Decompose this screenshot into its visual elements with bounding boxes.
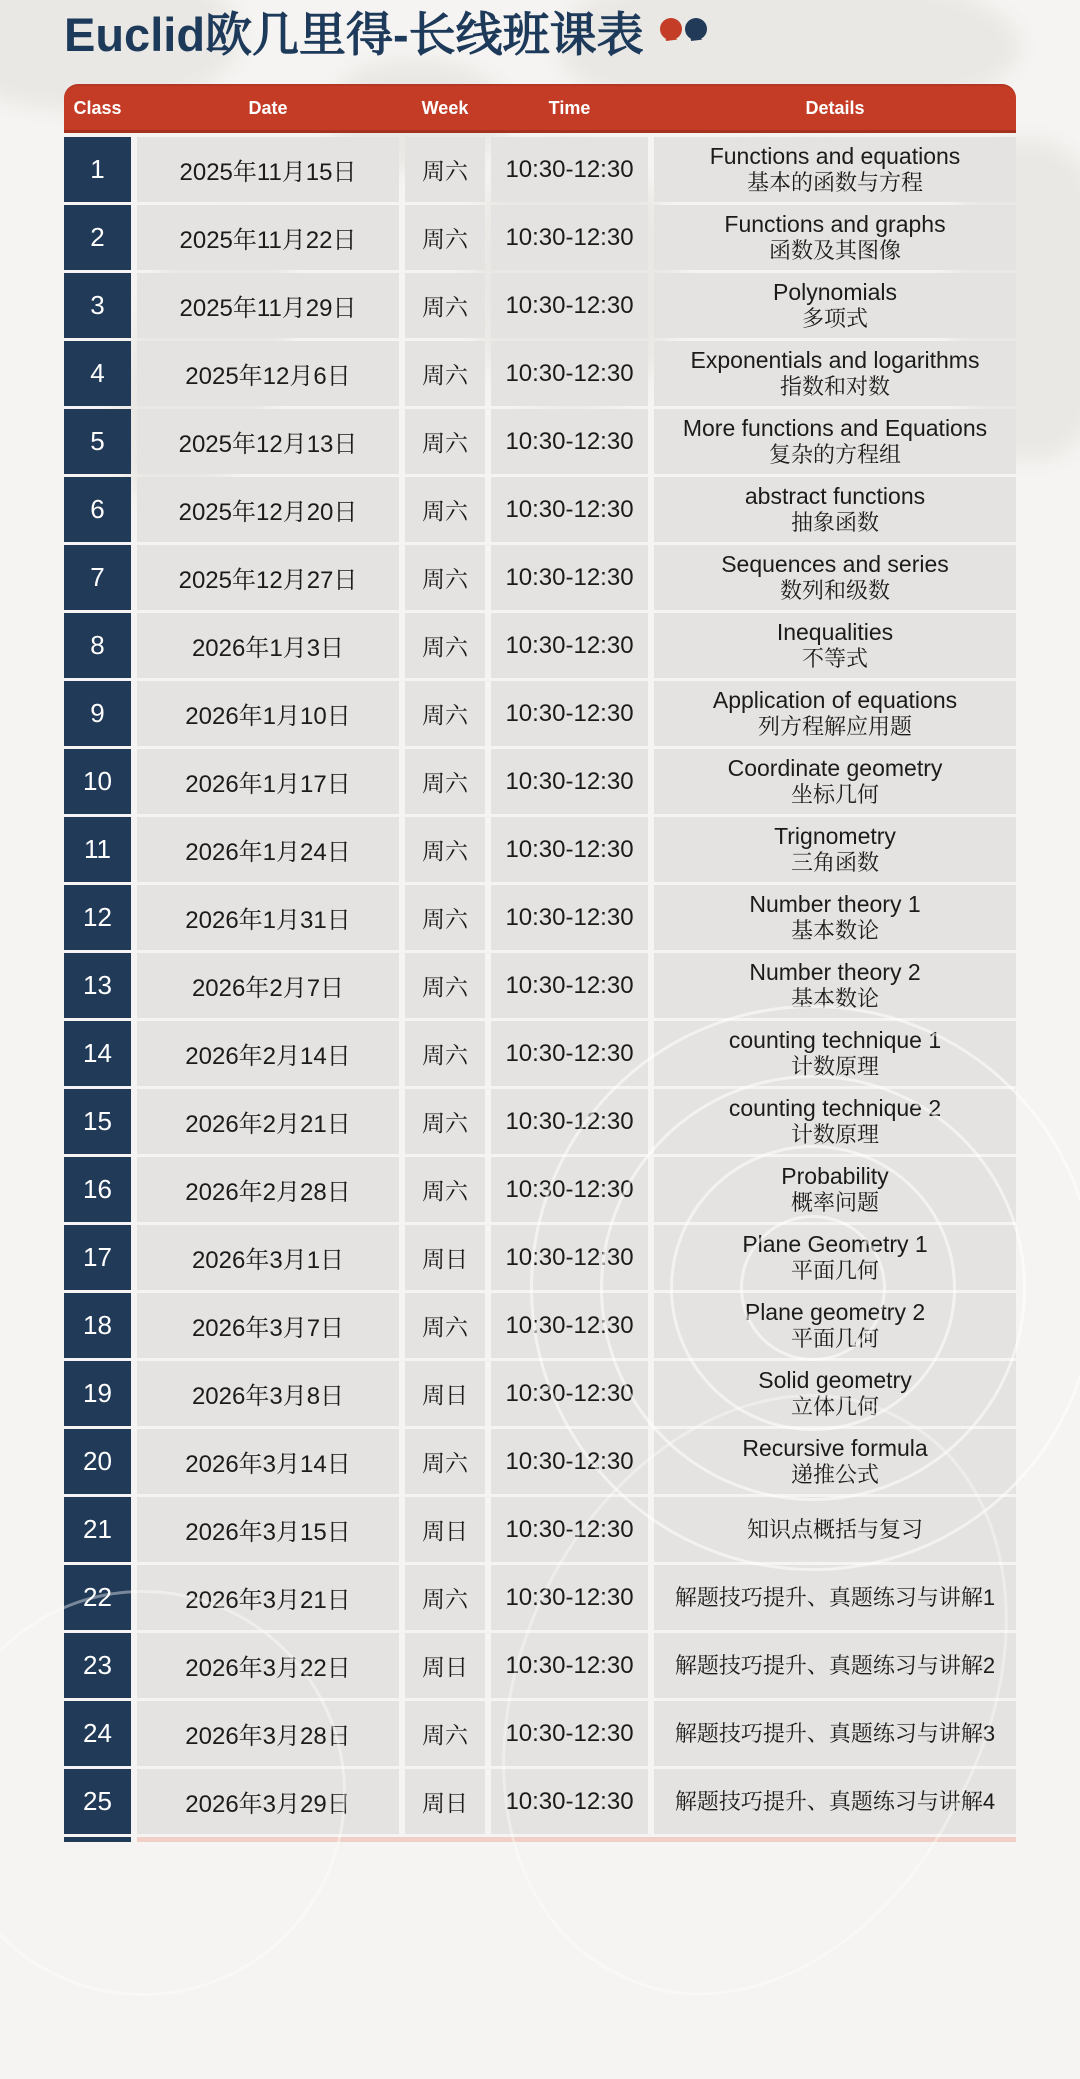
- week-cell: 周日: [405, 1769, 485, 1834]
- table-row: [64, 681, 1016, 746]
- header-details: Details: [805, 98, 865, 118]
- details-chinese: 不等式: [801, 646, 868, 672]
- class-number-cell: 24: [64, 1701, 131, 1766]
- time-cell: 10:30-12:30: [491, 273, 648, 338]
- date-cell: 2026年2月28日: [137, 1157, 399, 1222]
- details-english: abstract functions: [744, 482, 926, 509]
- class-number-cell: 17: [64, 1225, 131, 1290]
- details-chinese: 基本数论: [790, 918, 879, 944]
- header-week: Week: [421, 98, 469, 118]
- table-footer-sliver: [64, 1837, 1016, 1842]
- time-cell: 10:30-12:30: [491, 1225, 648, 1290]
- details-english: Inequalities: [776, 618, 894, 645]
- details-cell: [654, 545, 1016, 610]
- details-english: Plane Geometry 1: [742, 1230, 928, 1257]
- week-cell: 周六: [405, 137, 485, 202]
- class-number-cell: 19: [64, 1361, 131, 1426]
- date-cell: 2026年3月15日: [137, 1497, 399, 1562]
- time-cell: 10:30-12:30: [491, 885, 648, 950]
- time-cell: 10:30-12:30: [491, 1429, 648, 1494]
- class-number-cell: 22: [64, 1565, 131, 1630]
- time-cell: 10:30-12:30: [491, 477, 648, 542]
- details-cell: [654, 1225, 1016, 1290]
- details-chinese: 递推公式: [790, 1462, 879, 1488]
- week-cell: 周六: [405, 341, 485, 406]
- time-cell: 10:30-12:30: [491, 817, 648, 882]
- week-cell: 周六: [405, 885, 485, 950]
- details-cell: [654, 477, 1016, 542]
- details-cell: [654, 1633, 1016, 1698]
- class-number-cell: 2: [64, 205, 131, 270]
- week-cell: 周六: [405, 1157, 485, 1222]
- class-number-cell: 25: [64, 1769, 131, 1834]
- table-row: [64, 885, 1016, 950]
- week-cell: 周六: [405, 205, 485, 270]
- details-chinese: 基本数论: [790, 986, 879, 1012]
- details-english: Trignometry: [774, 822, 896, 849]
- table-row: [64, 205, 1016, 270]
- week-cell: 周六: [405, 953, 485, 1018]
- header: [64, 8, 707, 62]
- footer-sliver-class-cell: [64, 1837, 131, 1842]
- details-cell: [654, 205, 1016, 270]
- details-english: Functions and equations: [709, 142, 961, 169]
- details-chinese: 抽象函数: [790, 510, 879, 536]
- details-english: Number theory 2: [749, 958, 921, 985]
- week-cell: 周六: [405, 817, 485, 882]
- table-row: [64, 137, 1016, 202]
- class-number-cell: 21: [64, 1497, 131, 1562]
- details-chinese: 多项式: [801, 306, 868, 332]
- details-chinese: 三角函数: [790, 850, 879, 876]
- date-cell: 2025年12月27日: [137, 545, 399, 610]
- details-english: Coordinate geometry: [727, 754, 943, 781]
- table-row: [64, 1089, 1016, 1154]
- time-cell: 10:30-12:30: [491, 1157, 648, 1222]
- time-cell: 10:30-12:30: [491, 545, 648, 610]
- table-row: [64, 1021, 1016, 1086]
- time-cell: 10:30-12:30: [491, 681, 648, 746]
- details-chinese: 知识点概括与复习: [746, 1516, 923, 1542]
- time-cell: 10:30-12:30: [491, 137, 648, 202]
- date-cell: 2025年12月20日: [137, 477, 399, 542]
- details-chinese: 指数和对数: [779, 374, 890, 400]
- class-number-cell: 9: [64, 681, 131, 746]
- class-number-cell: 10: [64, 749, 131, 814]
- class-number-cell: 13: [64, 953, 131, 1018]
- time-cell: 10:30-12:30: [491, 1089, 648, 1154]
- date-cell: 2026年2月21日: [137, 1089, 399, 1154]
- details-chinese: 解题技巧提升、真题练习与讲解3: [674, 1720, 996, 1746]
- class-number-cell: 20: [64, 1429, 131, 1494]
- time-cell: 10:30-12:30: [491, 341, 648, 406]
- table-row: [64, 1769, 1016, 1834]
- details-english: Functions and graphs: [724, 210, 946, 237]
- details-cell: [654, 681, 1016, 746]
- details-chinese: 平面几何: [790, 1258, 879, 1284]
- date-cell: 2026年3月7日: [137, 1293, 399, 1358]
- class-number-cell: 5: [64, 409, 131, 474]
- details-chinese: 平面几何: [790, 1326, 879, 1352]
- details-chinese: 解题技巧提升、真题练习与讲解4: [674, 1788, 996, 1814]
- class-number-cell: 8: [64, 613, 131, 678]
- week-cell: 周六: [405, 1429, 485, 1494]
- table-body: [64, 137, 1016, 1834]
- class-number-cell: 15: [64, 1089, 131, 1154]
- details-chinese: 计数原理: [790, 1122, 879, 1148]
- footer-sliver-rest: [137, 1837, 1016, 1842]
- details-english: Polynomials: [773, 278, 897, 305]
- table-row: [64, 1701, 1016, 1766]
- details-cell: [654, 1293, 1016, 1358]
- details-cell: [654, 1089, 1016, 1154]
- details-english: Sequences and series: [721, 550, 949, 577]
- details-cell: [654, 273, 1016, 338]
- date-cell: 2026年3月21日: [137, 1565, 399, 1630]
- week-cell: 周六: [405, 1565, 485, 1630]
- details-english: Recursive formula: [742, 1434, 928, 1461]
- details-chinese: 数列和级数: [779, 578, 890, 604]
- table-row: [64, 409, 1016, 474]
- table-header-row: [64, 84, 1016, 133]
- date-cell: 2025年11月22日: [137, 205, 399, 270]
- details-cell: [654, 749, 1016, 814]
- header-class: Class: [73, 98, 122, 118]
- week-cell: 周日: [405, 1361, 485, 1426]
- date-cell: 2026年3月1日: [137, 1225, 399, 1290]
- time-cell: 10:30-12:30: [491, 1497, 648, 1562]
- class-number-cell: 1: [64, 137, 131, 202]
- time-cell: 10:30-12:30: [491, 1021, 648, 1086]
- details-english: Number theory 1: [749, 890, 921, 917]
- details-english: Exponentials and logarithms: [690, 346, 980, 373]
- details-cell: [654, 817, 1016, 882]
- details-english: Plane geometry 2: [744, 1298, 926, 1325]
- table-row: [64, 1429, 1016, 1494]
- details-cell: [654, 1565, 1016, 1630]
- table-row: [64, 545, 1016, 610]
- details-cell: [654, 885, 1016, 950]
- week-cell: 周六: [405, 545, 485, 610]
- date-cell: 2026年1月3日: [137, 613, 399, 678]
- time-cell: 10:30-12:30: [491, 1633, 648, 1698]
- table-row: [64, 1225, 1016, 1290]
- details-cell: [654, 1021, 1016, 1086]
- table-row: [64, 817, 1016, 882]
- details-cell: [654, 613, 1016, 678]
- time-cell: 10:30-12:30: [491, 1769, 648, 1834]
- table-row: [64, 1361, 1016, 1426]
- class-number-cell: 23: [64, 1633, 131, 1698]
- details-english: counting technique 1: [728, 1026, 942, 1053]
- class-number-cell: 7: [64, 545, 131, 610]
- details-chinese: 计数原理: [790, 1054, 879, 1080]
- class-number-cell: 11: [64, 817, 131, 882]
- week-cell: 周六: [405, 1293, 485, 1358]
- week-cell: 周日: [405, 1633, 485, 1698]
- details-chinese: 解题技巧提升、真题练习与讲解1: [674, 1584, 996, 1610]
- details-cell: [654, 1361, 1016, 1426]
- table-row: [64, 953, 1016, 1018]
- date-cell: 2026年3月14日: [137, 1429, 399, 1494]
- table-row: [64, 1633, 1016, 1698]
- table-row: [64, 477, 1016, 542]
- quote-drop-navy-icon: [685, 18, 707, 40]
- week-cell: 周六: [405, 409, 485, 474]
- time-cell: 10:30-12:30: [491, 613, 648, 678]
- quote-drop-red-icon: [660, 18, 682, 40]
- class-number-cell: 3: [64, 273, 131, 338]
- week-cell: 周六: [405, 1021, 485, 1086]
- table-row: [64, 613, 1016, 678]
- time-cell: 10:30-12:30: [491, 1361, 648, 1426]
- details-cell: [654, 1497, 1016, 1562]
- table-row: [64, 273, 1016, 338]
- class-number-cell: 18: [64, 1293, 131, 1358]
- week-cell: 周六: [405, 749, 485, 814]
- date-cell: 2026年1月24日: [137, 817, 399, 882]
- table-row: [64, 1565, 1016, 1630]
- time-cell: 10:30-12:30: [491, 409, 648, 474]
- time-cell: 10:30-12:30: [491, 1565, 648, 1630]
- date-cell: 2026年3月28日: [137, 1701, 399, 1766]
- date-cell: 2025年12月6日: [137, 341, 399, 406]
- class-number-cell: 4: [64, 341, 131, 406]
- details-cell: [654, 953, 1016, 1018]
- date-cell: 2026年1月10日: [137, 681, 399, 746]
- time-cell: 10:30-12:30: [491, 1701, 648, 1766]
- time-cell: 10:30-12:30: [491, 205, 648, 270]
- details-cell: [654, 1701, 1016, 1766]
- page-title: Euclid欧几里得-长线班课表: [64, 8, 644, 61]
- details-chinese: 坐标几何: [790, 782, 879, 808]
- details-chinese: 列方程解应用题: [757, 714, 912, 740]
- details-cell: [654, 1157, 1016, 1222]
- details-chinese: 复杂的方程组: [768, 442, 901, 468]
- date-cell: 2026年2月7日: [137, 953, 399, 1018]
- week-cell: 周六: [405, 1089, 485, 1154]
- details-english: Probability: [781, 1162, 889, 1189]
- schedule-table: [64, 84, 1016, 1842]
- table-row: [64, 749, 1016, 814]
- date-cell: 2026年1月31日: [137, 885, 399, 950]
- details-cell: [654, 1429, 1016, 1494]
- class-number-cell: 16: [64, 1157, 131, 1222]
- header-time: Time: [548, 98, 591, 118]
- week-cell: 周日: [405, 1497, 485, 1562]
- header-date: Date: [248, 98, 288, 118]
- week-cell: 周六: [405, 1701, 485, 1766]
- details-cell: [654, 137, 1016, 202]
- date-cell: 2026年3月8日: [137, 1361, 399, 1426]
- time-cell: 10:30-12:30: [491, 953, 648, 1018]
- time-cell: 10:30-12:30: [491, 1293, 648, 1358]
- week-cell: 周六: [405, 273, 485, 338]
- table-row: [64, 1293, 1016, 1358]
- week-cell: 周日: [405, 1225, 485, 1290]
- details-chinese: 基本的函数与方程: [746, 170, 923, 196]
- details-english: counting technique 2: [728, 1094, 942, 1121]
- details-cell: [654, 1769, 1016, 1834]
- date-cell: 2026年1月17日: [137, 749, 399, 814]
- table-row: [64, 1497, 1016, 1562]
- date-cell: 2026年3月22日: [137, 1633, 399, 1698]
- week-cell: 周六: [405, 477, 485, 542]
- class-number-cell: 14: [64, 1021, 131, 1086]
- double-quote-icon: [660, 18, 707, 40]
- details-english: More functions and Equations: [682, 414, 988, 441]
- details-chinese: 概率问题: [790, 1190, 879, 1216]
- details-english: Application of equations: [712, 686, 958, 713]
- details-chinese: 立体几何: [790, 1394, 879, 1420]
- table-row: [64, 341, 1016, 406]
- date-cell: 2025年11月15日: [137, 137, 399, 202]
- week-cell: 周六: [405, 681, 485, 746]
- week-cell: 周六: [405, 613, 485, 678]
- date-cell: 2026年3月29日: [137, 1769, 399, 1834]
- details-cell: [654, 409, 1016, 474]
- date-cell: 2025年11月29日: [137, 273, 399, 338]
- date-cell: 2026年2月14日: [137, 1021, 399, 1086]
- details-english: Solid geometry: [758, 1366, 912, 1393]
- class-number-cell: 12: [64, 885, 131, 950]
- table-row: [64, 1157, 1016, 1222]
- time-cell: 10:30-12:30: [491, 749, 648, 814]
- details-chinese: 函数及其图像: [768, 238, 901, 264]
- details-cell: [654, 341, 1016, 406]
- details-chinese: 解题技巧提升、真题练习与讲解2: [674, 1652, 996, 1678]
- date-cell: 2025年12月13日: [137, 409, 399, 474]
- class-number-cell: 6: [64, 477, 131, 542]
